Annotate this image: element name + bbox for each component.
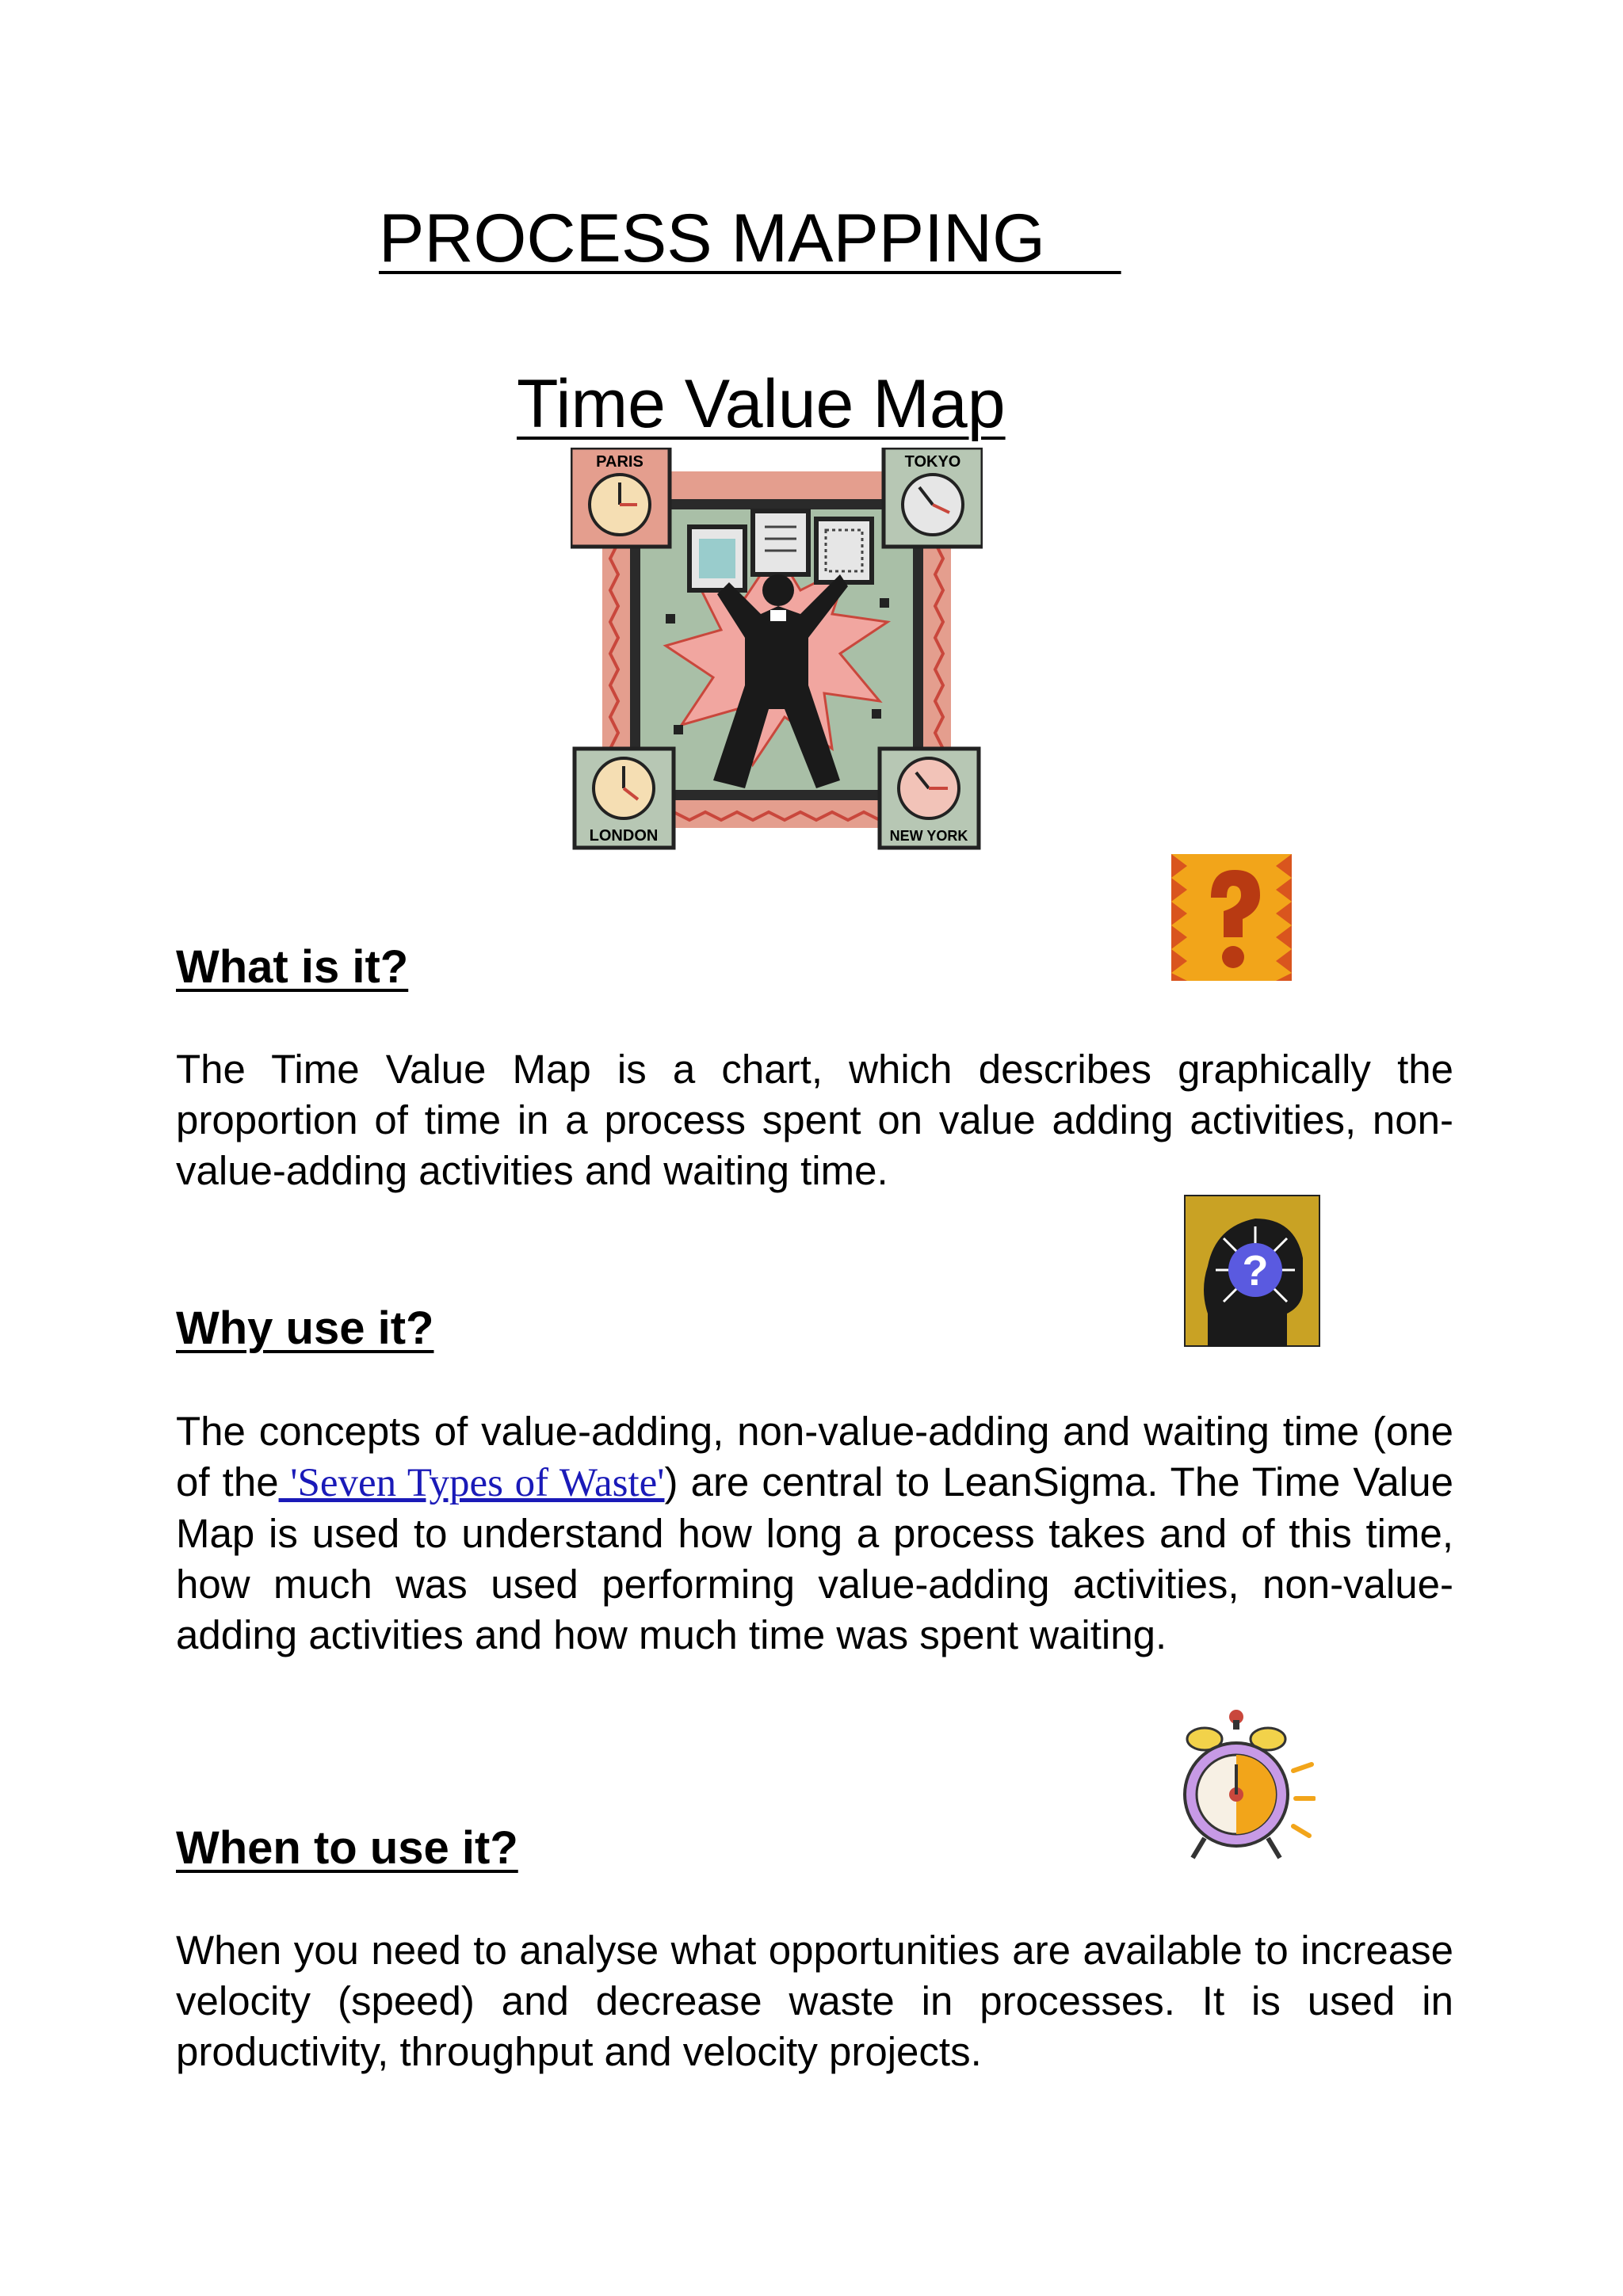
- clock-label-paris: PARIS: [596, 453, 643, 471]
- heading-when-to-use-it: When to use it?: [176, 1822, 518, 1874]
- paragraph-why-use-it: [176, 1406, 1453, 1661]
- why-text-before-link: The concepts of value-adding, non-value-adding and waiting time (one of the: [176, 1409, 1453, 1505]
- clock-label-tokyo: TOKYO: [904, 453, 961, 471]
- new-york-clock-icon: [880, 749, 979, 848]
- london-clock-icon: [575, 749, 674, 848]
- tokyo-clock-icon: [884, 448, 983, 547]
- seven-types-of-waste-link[interactable]: 'Seven Types of Waste': [278, 1461, 665, 1505]
- page-subtitle: Time Value Map: [517, 366, 1006, 442]
- paragraph-when-to-use-it: When you need to analyse what opportunities are available to increase velocity (speed) and decrease waste in processes. It is used in productivity, throughput and velocity projects.: [176, 1928, 1453, 2074]
- heading-why-use-it: Why use it?: [176, 1302, 434, 1354]
- clock-label-new-york: NEW YORK: [889, 828, 968, 844]
- world-clocks-clipart: [571, 448, 983, 852]
- heading-what-is-it: What is it?: [176, 941, 409, 993]
- paragraph-what-is-it: The Time Value Map is a chart, which describes graphically the proportion of time in a process spent on value adding activities, non-value-adding activities and waiting time.: [176, 1047, 1453, 1193]
- clock-label-london: LONDON: [589, 827, 659, 845]
- alarm-clock-icon: [1181, 1707, 1316, 1866]
- paris-clock-icon: [571, 448, 670, 547]
- head-question-icon: [1184, 1195, 1320, 1347]
- question-mark-icon: [1171, 854, 1292, 981]
- page-title: PROCESS MAPPING: [379, 200, 1121, 277]
- why-text-after-link: ) are central to LeanSigma. The Time Value Map is used to understand how long a process takes and of this time, how much was used performing value-adding activities, non-value-adding activities and how much time was spent waiting.: [176, 1459, 1453, 1657]
- svg-text:?: ?: [1242, 1247, 1269, 1295]
